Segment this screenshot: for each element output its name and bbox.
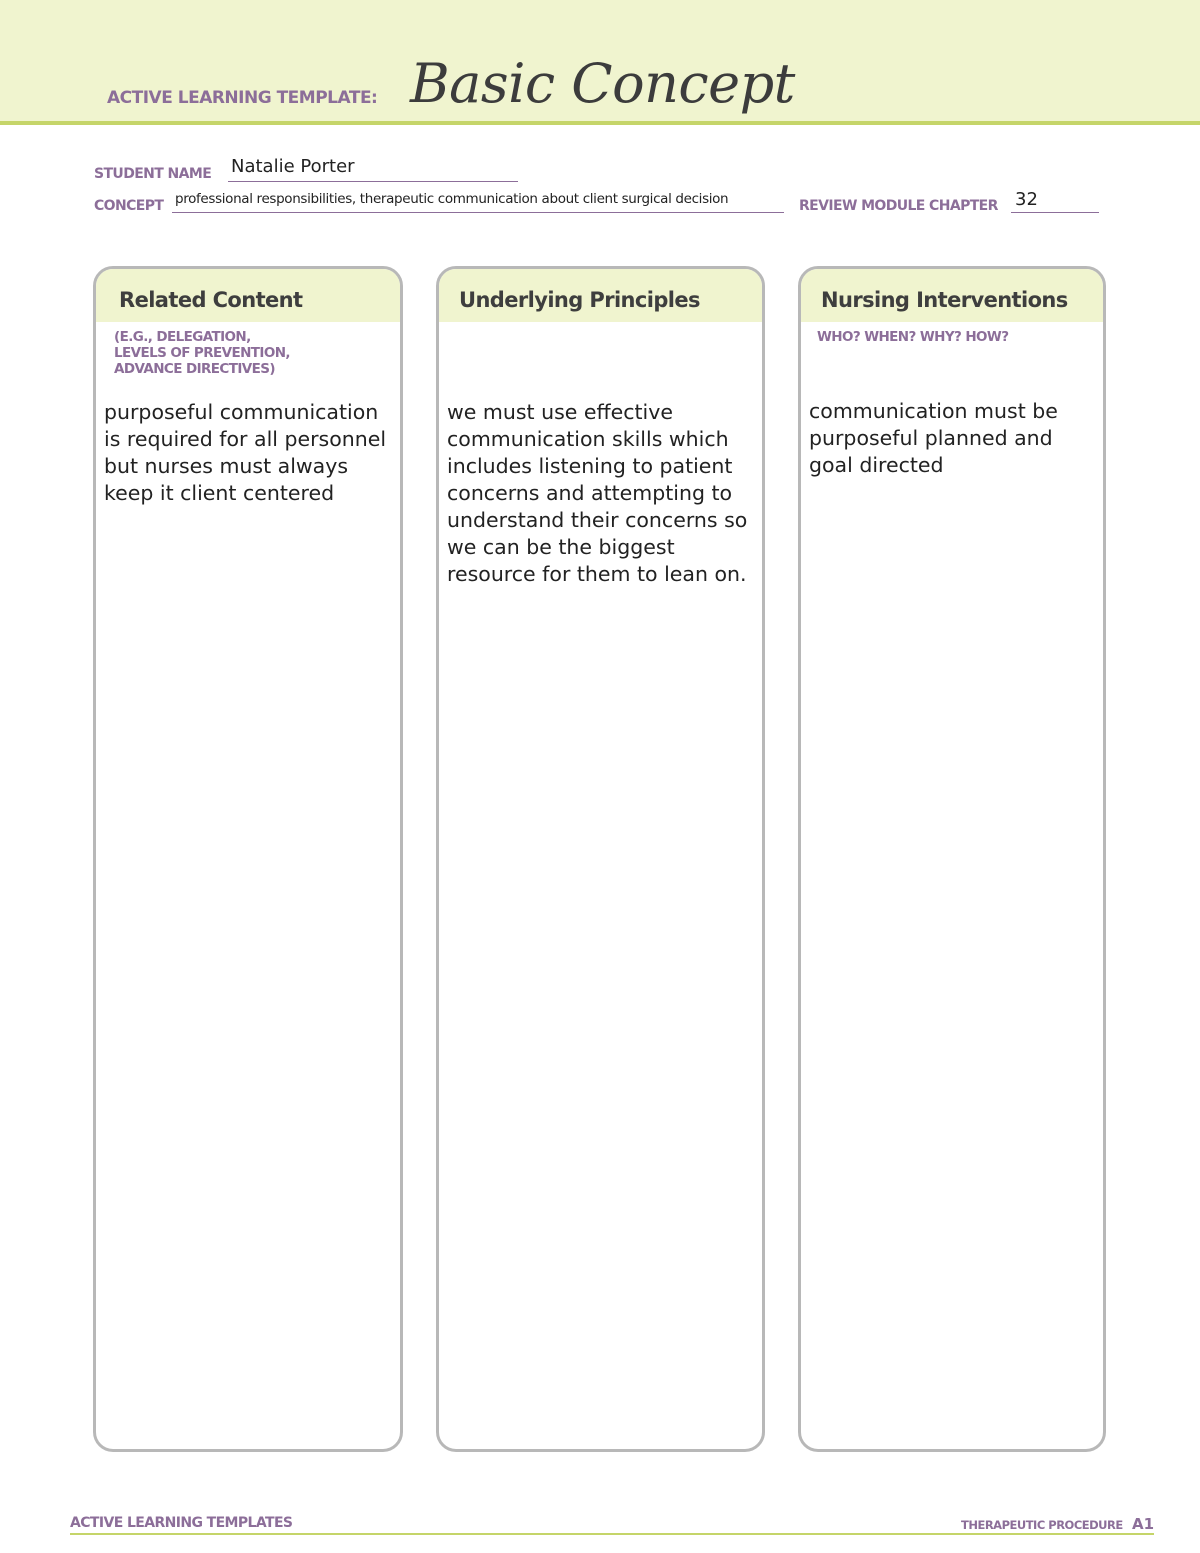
student-name-field[interactable]: Natalie Porter bbox=[231, 156, 355, 177]
text-line: is required for all personnel bbox=[104, 427, 387, 451]
underlying-principles-text[interactable] bbox=[447, 399, 754, 588]
hint-line: (E.G., DELEGATION, bbox=[114, 329, 251, 345]
concept-field[interactable]: professional responsibilities, therapeutic communication about client surgical decision bbox=[175, 191, 729, 207]
text-line: resource for them to lean on. bbox=[447, 562, 747, 586]
header-divider bbox=[0, 121, 1200, 125]
hint-line: LEVELS OF PREVENTION, bbox=[114, 345, 290, 361]
review-module-underline bbox=[1011, 212, 1099, 213]
page-number: A1 bbox=[1132, 1515, 1155, 1533]
review-module-label: REVIEW MODULE CHAPTER bbox=[799, 198, 998, 214]
hint-line: WHO? WHEN? WHY? HOW? bbox=[817, 329, 1009, 345]
template-title: Basic Concept bbox=[410, 52, 795, 115]
nursing-interventions-panel bbox=[798, 266, 1106, 1452]
review-module-field[interactable]: 32 bbox=[1015, 189, 1038, 210]
footer-section: THERAPEUTIC PROCEDURE bbox=[961, 1518, 1123, 1532]
related-content-text[interactable] bbox=[104, 399, 392, 507]
text-line: communication must be bbox=[809, 399, 1058, 423]
text-line: but nurses must always bbox=[104, 454, 349, 478]
text-line: understand their concerns so bbox=[447, 508, 748, 532]
concept-label: CONCEPT bbox=[94, 198, 164, 214]
text-line: includes listening to patient bbox=[447, 454, 733, 478]
underlying-principles-panel bbox=[436, 266, 765, 1452]
text-line: we must use effective bbox=[447, 400, 673, 424]
nursing-interventions-hint bbox=[817, 329, 1008, 345]
text-line: we can be the biggest bbox=[447, 535, 675, 559]
concept-underline bbox=[172, 212, 784, 213]
text-line: purposeful communication bbox=[104, 400, 379, 424]
related-content-panel bbox=[93, 266, 403, 1452]
text-line: concerns and attempting to bbox=[447, 481, 733, 505]
student-name-label: STUDENT NAME bbox=[94, 166, 212, 182]
related-content-hint bbox=[114, 329, 290, 377]
underlying-principles-title: Underlying Principles bbox=[459, 288, 700, 312]
hint-line: ADVANCE DIRECTIVES) bbox=[114, 361, 275, 377]
text-line: keep it client centered bbox=[104, 481, 335, 505]
text-line: goal directed bbox=[809, 453, 944, 477]
footer-divider bbox=[70, 1533, 1154, 1535]
text-line: purposeful planned and bbox=[809, 426, 1053, 450]
text-line: communication skills which bbox=[447, 427, 729, 451]
student-name-underline bbox=[228, 181, 518, 182]
nursing-interventions-title: Nursing Interventions bbox=[821, 288, 1068, 312]
related-content-title: Related Content bbox=[119, 288, 303, 312]
template-label: ACTIVE LEARNING TEMPLATE: bbox=[107, 88, 378, 108]
footer-title: ACTIVE LEARNING TEMPLATES bbox=[70, 1515, 293, 1531]
nursing-interventions-text[interactable] bbox=[809, 398, 1095, 479]
